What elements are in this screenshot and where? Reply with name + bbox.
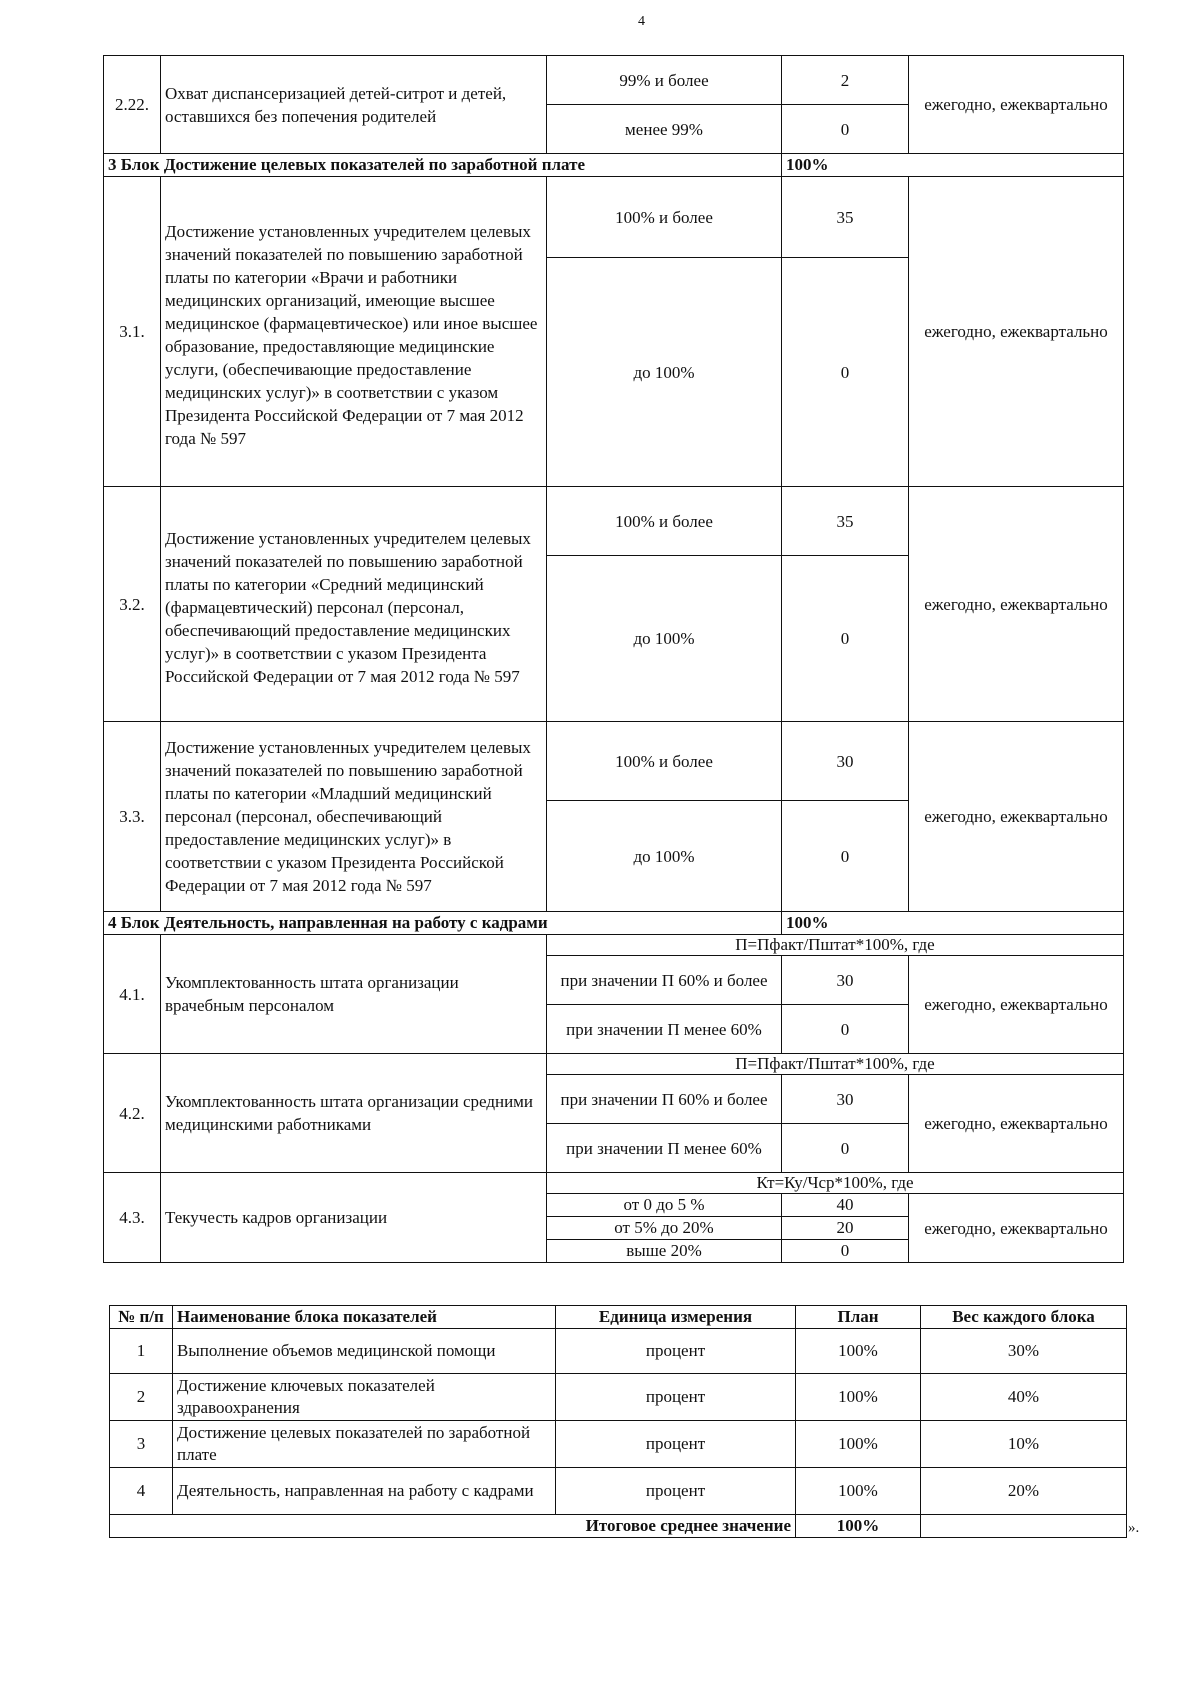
indicator-name: Укомплектованность штата организации средними медицинскими работниками xyxy=(161,1054,547,1173)
summary-header-row xyxy=(110,1306,1127,1329)
row-number: 3.1. xyxy=(104,177,161,487)
periodicity: ежегодно, ежеквартально xyxy=(909,1194,1124,1263)
row-number: 1 xyxy=(110,1329,173,1374)
criterion: при значении П менее 60% xyxy=(547,1124,782,1173)
row-number: 4.1. xyxy=(104,935,161,1054)
score: 30 xyxy=(782,722,909,801)
score: 30 xyxy=(782,956,909,1005)
criterion: при значении П 60% и более xyxy=(547,956,782,1005)
weight: 20% xyxy=(921,1468,1127,1515)
score: 40 xyxy=(782,1194,909,1217)
formula: Кт=Ку/Чср*100%, где xyxy=(547,1173,1124,1194)
score: 30 xyxy=(782,1075,909,1124)
criterion: до 100% xyxy=(547,556,782,722)
criterion: 100% и более xyxy=(547,487,782,556)
plan: 100% xyxy=(796,1374,921,1421)
indicator-name: Охват диспансеризацией детей-ситрот и детей, оставшихся без попечения родителей xyxy=(161,56,547,154)
block-percent: 100% xyxy=(782,912,1124,935)
table-row xyxy=(104,935,1124,956)
table-row xyxy=(110,1329,1127,1374)
row-number: 2 xyxy=(110,1374,173,1421)
score: 0 xyxy=(782,258,909,487)
row-number: 2.22. xyxy=(104,56,161,154)
plan: 100% xyxy=(796,1329,921,1374)
row-number: 3.2. xyxy=(104,487,161,722)
total-label: Итоговое среднее значение xyxy=(110,1515,796,1538)
weight: 40% xyxy=(921,1374,1127,1421)
table-row xyxy=(110,1421,1127,1468)
table-row xyxy=(104,1054,1124,1075)
periodicity: ежегодно, ежеквартально xyxy=(909,56,1124,154)
criterion: 99% и более xyxy=(547,56,782,105)
criterion: 100% и более xyxy=(547,722,782,801)
score: 0 xyxy=(782,1005,909,1054)
indicator-name: Достижение установленных учредителем целевых значений показателей по повышению заработной платы по категории «Врачи и работники медицинских организаций, имеющие высшее медицинское (фармацевтическое) или иное высшее образование, предоставляющие медицинские услуги, (обеспечивающие предоставление медицинских услуг)» в соответствии с указом Президента Российской Федерации от 7 мая 2012 года № 597 xyxy=(161,177,547,487)
plan: 100% xyxy=(796,1468,921,1515)
row-number: 3 xyxy=(110,1421,173,1468)
table-row xyxy=(104,1173,1124,1194)
summary-table xyxy=(109,1305,1127,1538)
indicator-name: Укомплектованность штата организации врачебным персоналом xyxy=(161,935,547,1054)
criterion: 100% и более xyxy=(547,177,782,258)
criterion: от 5% до 20% xyxy=(547,1217,782,1240)
unit: процент xyxy=(556,1329,796,1374)
weight: 10% xyxy=(921,1421,1127,1468)
weight: 30% xyxy=(921,1329,1127,1374)
row-number: 4 xyxy=(110,1468,173,1515)
formula: П=Пфакт/Пштат*100%, где xyxy=(547,1054,1124,1075)
periodicity: ежегодно, ежеквартально xyxy=(909,722,1124,912)
block-title: 3 Блок Достижение целевых показателей по заработной плате xyxy=(104,154,782,177)
block-header xyxy=(104,912,1124,935)
total-empty-cell xyxy=(921,1515,1127,1538)
block-header xyxy=(104,154,1124,177)
criterion: при значении П 60% и более xyxy=(547,1075,782,1124)
header-plan: План xyxy=(796,1306,921,1329)
table-row xyxy=(104,177,1124,258)
table-row xyxy=(104,722,1124,801)
criterion: при значении П менее 60% xyxy=(547,1005,782,1054)
formula: П=Пфакт/Пштат*100%, где xyxy=(547,935,1124,956)
unit: процент xyxy=(556,1468,796,1515)
periodicity: ежегодно, ежеквартально xyxy=(909,177,1124,487)
periodicity: ежегодно, ежеквартально xyxy=(909,956,1124,1054)
row-number: 3.3. xyxy=(104,722,161,912)
criterion: выше 20% xyxy=(547,1240,782,1263)
unit: процент xyxy=(556,1421,796,1468)
page-marker: 4 xyxy=(638,14,645,29)
table-row xyxy=(110,1374,1127,1421)
table-row xyxy=(110,1468,1127,1515)
header-unit: Единица измерения xyxy=(556,1306,796,1329)
score: 0 xyxy=(782,1240,909,1263)
score: 0 xyxy=(782,1124,909,1173)
score: 0 xyxy=(782,105,909,154)
closing-quote-mark: ». xyxy=(1128,1520,1140,1536)
header-number: № п/п xyxy=(110,1306,173,1329)
block-title: 4 Блок Деятельность, направленная на работу с кадрами xyxy=(104,912,782,935)
score: 20 xyxy=(782,1217,909,1240)
unit: процент xyxy=(556,1374,796,1421)
indicator-name: Текучесть кадров организации xyxy=(161,1173,547,1263)
plan: 100% xyxy=(796,1421,921,1468)
criterion: до 100% xyxy=(547,258,782,487)
score: 0 xyxy=(782,801,909,912)
header-weight: Вес каждого блока xyxy=(921,1306,1127,1329)
score: 2 xyxy=(782,56,909,105)
score: 0 xyxy=(782,556,909,722)
periodicity: ежегодно, ежеквартально xyxy=(909,487,1124,722)
indicator-name: Достижение установленных учредителем целевых значений показателей по повышению заработной платы по категории «Младший медицинский персонал (персонал, обеспечивающий предоставление медицинских услуг)» в соответствии с указом Президента Российской Федерации от 7 мая 2012 года № 597 xyxy=(161,722,547,912)
criterion: от 0 до 5 % xyxy=(547,1194,782,1217)
block-name: Выполнение объемов медицинской помощи xyxy=(173,1329,556,1374)
score: 35 xyxy=(782,487,909,556)
row-number: 4.3. xyxy=(104,1173,161,1263)
periodicity: ежегодно, ежеквартально xyxy=(909,1075,1124,1173)
indicator-name: Достижение установленных учредителем целевых значений показателей по повышению заработной платы по категории «Средний медицинский (фармацевтический) персонал (персонал, обеспечивающий предоставление медицинских услуг)» в соответствии с указом Президента Российской Федерации от 7 мая 2012 года № 597 xyxy=(161,487,547,722)
block-name: Достижение ключевых показателей здравоохранения xyxy=(173,1374,556,1421)
table-row xyxy=(104,56,1124,105)
score: 35 xyxy=(782,177,909,258)
summary-total-row xyxy=(110,1515,1127,1538)
indicators-table xyxy=(103,55,1124,1263)
criterion: до 100% xyxy=(547,801,782,912)
block-percent: 100% xyxy=(782,154,1124,177)
block-name: Достижение целевых показателей по заработной плате xyxy=(173,1421,556,1468)
criterion: менее 99% xyxy=(547,105,782,154)
block-name: Деятельность, направленная на работу с кадрами xyxy=(173,1468,556,1515)
total-value: 100% xyxy=(796,1515,921,1538)
header-block-name: Наименование блока показателей xyxy=(173,1306,556,1329)
row-number: 4.2. xyxy=(104,1054,161,1173)
table-row xyxy=(104,487,1124,556)
